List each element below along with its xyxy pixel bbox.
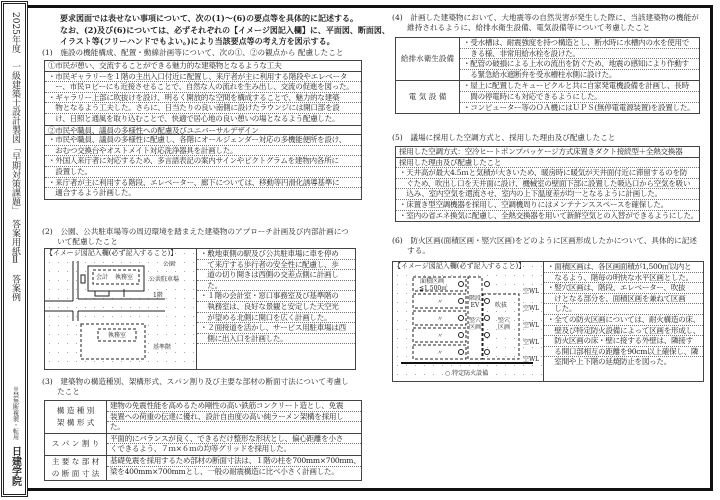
row-content [107,456,361,480]
fire-door-mark [459,316,464,321]
image-entry-area [45,249,197,369]
section-1-heading: (1) 施設の機能構成、配置・動線計画等について、次の①、②の観点から 配慮したこと [42,48,344,57]
answer-line: て来庁する歩行者の安全性に配慮し、歩 [197,260,355,271]
row-label [396,38,460,80]
answer-line: る開口部相互の距離を90cm以上確保し、隣 [544,347,703,358]
accounting-label: 会計 [96,274,109,281]
answer-line: ・コンピューター等のＯＡ機にはＵＰＳ(無停電電源装置)を設置した。 [463,102,695,112]
answer-line: なるよう、階毎の明快な水平区画とした。 [544,273,703,284]
answer-line: 装置への荷重の伝達に優れ、設計自由度の高い純ラーメン架構を採用し [107,412,361,423]
section-1-sub2-title: ②市民や職員、議員の多様性への配慮及びユニバーサルデザイン [45,125,361,136]
section-1-box [44,60,362,200]
area-zone-label: 面積区画 [420,278,445,285]
table-row [396,81,699,113]
section-1-sub1-title: ①市民が憩い、交流することができる魅力的な建築物となるような工夫 [45,61,361,72]
copyright-notice: ※禁無断複製・転用 [11,386,19,440]
answer-line: きる様、非常用給水栓を設けた。 [460,49,699,60]
answer-lines [45,135,361,199]
vertical-zone-label: 竪穴 区画 [497,317,510,331]
row-label [396,81,460,113]
answer-lines [197,249,355,369]
vertical-zone-label-box [468,317,482,332]
answer-lines [45,72,361,125]
answer-line: 執務室は、良好な景観と安定した天空光 [197,302,355,313]
answer-line: ・天井高が最大4.5ｍと気積が大きいため、暖房時に暖気が天井面付近に滞留するのを防 [396,168,699,179]
office-label: 執務室 [115,274,134,281]
answer-line: ・ギャラリー上部に吹抜けを設け、明るく開放的な空間を構成することで、魅力的な建築 [45,93,361,104]
row-label [45,456,107,480]
fire-door-mark [485,299,490,304]
answer-line: 壁及び特定防火設備によって区画を形成し、 [544,326,703,337]
row-content [107,401,361,433]
answer-lines [544,262,703,381]
floor-level-label: 空WL [523,322,540,329]
table-row [45,434,361,456]
row-content [460,81,699,113]
heading-line: 維持されるように、給排水衛生設備、電気設備等について考慮したこと [392,23,651,32]
row-label-line: 架 構 形 式 [56,417,95,427]
intro-line: 要求図面では表せない事項について、次の(1)～(6)の要点等を具体的に記述する。 [60,13,358,23]
row-label-line: 構 造 種 別 [56,405,95,415]
table-row [45,456,361,480]
sidebar [3,3,26,495]
sidebar-title: 2025年度 一級建築士設計製図「早期対策課題」 答案用紙Ⅱ 答案例 [10,12,20,302]
floor-level-label: 空WL [523,288,540,295]
section-4-table [395,37,700,114]
parking-label: 公共駐車場 [149,276,180,283]
answer-line: ・受水槽は、耐震強度を持つ構造とし、断水時に水槽内の水を使用で [460,38,699,49]
section-2-heading [42,227,349,247]
answer-line: ー、市民ロビーにも近接させることで、自然な人の流れを生み出し、交流の促進を図った。 [45,82,361,93]
table-row [396,38,699,81]
answer-line: ・配管の破損による上水の流出を防ぐため、地震の感知により作動す [460,59,699,70]
row-label-line: ス パ ン 割 り [51,439,100,449]
same-mark: 〃 [437,333,444,340]
section-5-box [395,146,700,222]
section-2-box [44,248,356,370]
reason-title: 採用した理由及び配慮したこと [396,158,699,169]
section-6-box [392,261,704,382]
section-5-heading: (5) 議場に採用した空調方式と、採用した理由及び配慮したこと [392,133,616,142]
row-label-line: 主 要 な 部 材 [51,456,100,466]
answer-line: した。 [544,304,703,315]
answer-line: る緊急給水遮断弁を受水槽柱水側に設けた。 [463,69,617,79]
fire-door-mark [485,350,490,355]
answer-line: た。 [197,281,355,292]
row-label-line: 電 気 設 備 [408,92,447,102]
area-limit-label: ≦1,500㎡ [419,285,448,292]
floor-level-label: 空WL [523,305,540,312]
answer-line: ・敷地東側の駅及び公共駐車場に車を停め [197,249,355,260]
table-row [45,401,361,434]
heading-line: する。 [392,246,430,255]
answer-line: ・１階の会計室・窓口事務室及び基準階の [197,291,355,302]
heading-line: (4) 計画した建築物において、大地震等の自然災害が発生した際に、当該建築物の機能が [392,13,699,22]
heading-line: たこと [42,387,80,396]
park-label: 公園 [163,261,176,268]
fire-door-mark [459,333,464,338]
answer-line: 側に出入口を計画した。 [197,334,355,345]
answer-line: ・市民ギャラリーを１階の主出入口付近に配置し、来庁者が主に利用する階段やエレベータ [45,72,361,83]
heading-line: (2) 公園、公共駐車場等の周辺環境を踏まえた建築物のアプローチ計画及び内部計画につ [42,227,349,236]
image-entry-label: 【イメージ図記入欄(必ず記入すること)】 [46,249,178,257]
heading-line: (6) 防火区画(面積区画・竪穴区画)をどのように区画形成したかについて、具体的に記述 [392,236,697,245]
answer-line: ・市民や職員、議員の多様性に配慮し、各階にオールジェンダー対応の多機能便所を設け、 [45,135,361,146]
answer-line: ・全ての防火区画については、耐火構造の床、 [544,315,703,326]
answer-line: 室間や上下階の延焼防止を図った。 [547,357,671,367]
heading-line: いて配慮したこと [42,237,118,246]
site-plan-diagram [45,249,197,369]
fire-door-mark [485,316,490,321]
answer-line: ・来庁者が主に利用する階段、エレベーター、廊下については、移動等円滑化誘導基準に [45,178,361,189]
hvac-method: 採用した空調方式：空冷ヒートポンプパッケージ方式床置きダクト接続型＋全熱交換器 [396,147,699,158]
section-6-heading [392,236,697,256]
vertical-zone-label-box [491,317,517,332]
floor-level-label: 空WL [523,339,540,346]
answer-line: ぐため、吹出し口を天井面に設け、機械室の壁面下部に設置した吸込口から空気を吸い [396,179,699,190]
heading-line: (3) 建築物の構造種別、架構形式、スパン割り及び主要な部材の断面寸法について考慮し [42,377,349,386]
answer-line: ・床置き型空調機器を採用し、空調機周りにはメンテナンススペースを確保した。 [396,200,699,211]
same-mark: 〃 [437,299,444,306]
answer-line: ・屋上に配置したキュービクルと共に自家発電機設備を計画し、長時 [460,81,699,92]
image-entry-label: 【イメージ図記入欄(必ず記入すること)】 [394,262,526,270]
intro-text [60,13,390,48]
answer-line: ・室内の省エネ換気に配慮し、全熱交換器を用いて新鮮空気との入替ができるようにした。 [399,210,699,220]
answer-line: が望める北側に開口を広く計画した。 [197,313,355,324]
answer-line [197,344,355,355]
intro-line: イラスト等(フリーハンドでもよい。)により当該要点等の考え方を図示する。 [60,36,335,46]
stair-ev-label-box [468,295,482,310]
answer-line: けとなる部分を、面積区画を兼ねて区画 [544,294,703,305]
row-label-line: の 断 面 寸 法 [51,468,100,478]
answer-line: くできるよう、７ｍ×６ｍの均等グリッドを採用した。 [110,444,291,454]
answer-line: 建物の免震性能を高めるため剛性の高い鉄筋コンクリート造とし、免震 [107,401,361,412]
typical-floor-label: 基準階 [153,344,172,351]
answer-line: 梁を400mm×700mmとし、一般の耐震構造に比べ小さく計画した。 [110,466,339,476]
office-label: 執務室 [108,332,127,339]
fire-door-mark [459,350,464,355]
same-mark: 〃 [437,316,444,323]
entrance-mark [81,275,85,283]
answer-line: た。 [110,422,125,432]
stair-ev-label: 階段 EV [468,295,481,309]
fire-door-mark [459,282,464,287]
section-3-heading [42,377,349,397]
brand-logo: 日建学院 [9,446,21,486]
legend-label: ○ 特定防火設備 [445,370,489,377]
answer-line: ・２面接道を活かし、サービス用駐車場は西 [197,323,355,334]
image-entry-area [393,262,544,381]
floor1-label: 1階 [153,292,163,299]
fire-door-mark [485,282,490,287]
fire-door-mark [485,333,490,338]
answer-line: 込み、室内空気を還流させ、室内の上下温度差が均一となるように計画した。 [396,189,699,200]
answer-line: 道の切り開きは西側の交差点側に計画し [197,270,355,281]
row-label-line: 給排水衛生設備 [400,54,455,64]
row-content [107,434,361,455]
same-mark: 〃 [437,350,444,357]
answer-line: 適合するよう計画した。 [48,188,136,198]
answer-line: おむつ交換台やオストメイト対応洗浄器具を計画した。 [45,146,361,157]
section-3-table [44,400,362,481]
fire-door-mark [459,299,464,304]
answer-line: 物となるよう工夫した。さらに、日当たりの良い南側に設けたラウンジには開口部を設 [45,103,361,114]
answer-line: 防火区画の床・壁に接する外壁は、隣接す [544,336,703,347]
vertical-zone-label: 竪穴 区画 [468,317,481,331]
atrium-label: 吹抜 [495,302,508,309]
fire-compartment-section-diagram [393,262,544,382]
answer-line: 基礎免震を採用するため部材の断面寸法は、１階の柱を700mm×700mm、 [107,456,361,467]
answer-line: 設置した。 [45,167,361,178]
section-4-heading [392,13,699,33]
row-label [45,401,107,433]
answer-line: け、日照と通風を取り込むことで、快適で居心地の良い憩いの場となるよう配慮した。 [48,113,340,123]
answer-line: ・面積区画は、各区画面積が1,500㎡以内と [544,262,703,273]
answer-line: ・外国人来庁者に対応するため、多言語表記の案内サインやピクトグラムを建物内各所に [45,156,361,167]
floor-level-label: 空WL [523,356,540,363]
intro-line: なお、(2)及び(6)については、必ずそれぞれの【イメージ図記入欄】に、平面図、断面図、 [60,24,390,35]
answer-lines [396,168,699,221]
row-content [460,38,699,80]
answer-line: 平面的にバランスが良く、できるだけ整形な形状とし、偏心距離を小さ [107,434,361,445]
row-label [45,434,107,455]
answer-line: ・竪穴区画は、階段、エレベーター、吹抜 [544,283,703,294]
answer-line: 間の停電時にも対応できるようにした。 [460,92,699,103]
entrance-mark [95,291,109,296]
